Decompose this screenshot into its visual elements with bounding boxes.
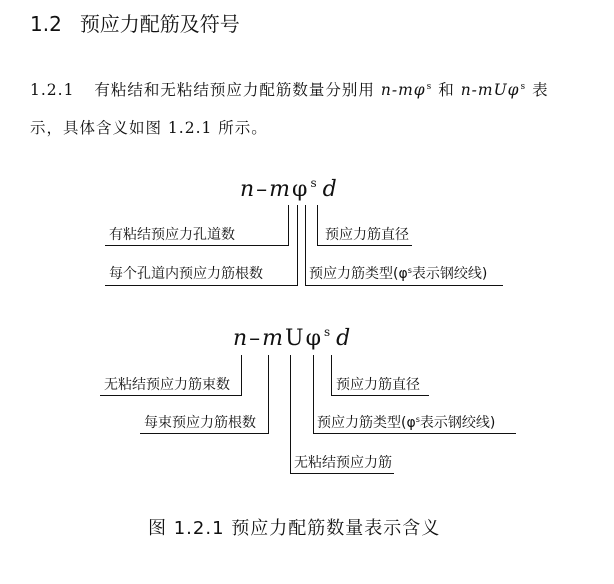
leader-holes-h	[105, 245, 289, 246]
label-unbonded: 无粘结预应力筋	[294, 455, 392, 471]
leader-type-h	[305, 285, 503, 286]
formula-sup: s	[310, 176, 319, 190]
leader-diameter2-v	[331, 355, 332, 395]
leader-type-v	[305, 205, 306, 285]
label-per-hole: 每个孔道内预应力筋根数	[109, 266, 263, 282]
formula-u: U	[285, 326, 306, 351]
figure-caption: 图 1.2.1 预应力配筋数量表示含义	[148, 518, 441, 539]
leader-per-hole-v	[297, 205, 298, 285]
leader-bundles-v	[241, 355, 242, 395]
label-diameter: 预应力筋直径	[336, 377, 420, 393]
leader-type2-v	[313, 355, 314, 433]
label-bundles: 无粘结预应力筋束数	[104, 377, 230, 393]
formula-n: n	[240, 177, 257, 202]
paragraph-line-1	[30, 78, 549, 100]
leader-bundles-h	[100, 395, 242, 396]
inline-formula-unbonded: n-mUφ	[460, 81, 520, 99]
inline-formula-bonded-sup: s	[426, 82, 433, 92]
formula-unbonded	[233, 325, 352, 351]
formula-d: d	[322, 177, 339, 202]
formula-d: d	[336, 326, 353, 351]
leader-per-hole-h	[105, 285, 298, 286]
formula-m: m	[262, 326, 286, 351]
leader-diameter-h	[317, 245, 412, 246]
label-per-bundle: 每束预应力筋根数	[144, 415, 256, 431]
formula-dash: –	[256, 177, 270, 202]
leader-diameter-v	[317, 205, 318, 245]
formula-phi: φ	[305, 326, 323, 351]
label-type: 预应力筋类型($\varphi^s$表示钢绞线)	[309, 266, 488, 282]
leader-unbonded-v	[290, 355, 291, 473]
formula-sup: s	[324, 325, 333, 339]
leader-diameter2-h	[331, 395, 429, 396]
section-title: 预应力配筋及符号	[79, 12, 240, 36]
formula-bonded	[240, 176, 339, 202]
leader-per-bundle-v	[268, 355, 269, 433]
inline-formula-bonded: n-mφ	[380, 81, 426, 99]
leader-unbonded-h	[290, 473, 394, 474]
label-diameter: 预应力筋直径	[325, 227, 409, 243]
paragraph-text: 有粘结和无粘结预应力配筋数量分别用	[94, 81, 375, 99]
section-number: 1.2	[30, 12, 62, 36]
label-type: 预应力筋类型($\varphi^s$表示钢绞线)	[317, 415, 496, 431]
label-bonded-holes: 有粘结预应力孔道数	[109, 227, 235, 243]
leader-per-bundle-h	[140, 433, 269, 434]
leader-type2-h	[313, 433, 516, 434]
formula-m: m	[269, 177, 293, 202]
inline-formula-unbonded-sup: s	[520, 82, 527, 92]
paragraph-line-2: 示，具体含义如图 1.2.1 所示。	[30, 119, 268, 137]
formula-dash: –	[249, 326, 263, 351]
paragraph-text-after: 表	[532, 81, 549, 99]
formula-n: n	[233, 326, 250, 351]
formula-phi: φ	[292, 177, 310, 202]
paragraph-number: 1.2.1	[30, 81, 75, 99]
leader-holes-v	[288, 205, 289, 245]
paragraph-conj: 和	[438, 81, 455, 99]
section-heading	[30, 8, 240, 37]
